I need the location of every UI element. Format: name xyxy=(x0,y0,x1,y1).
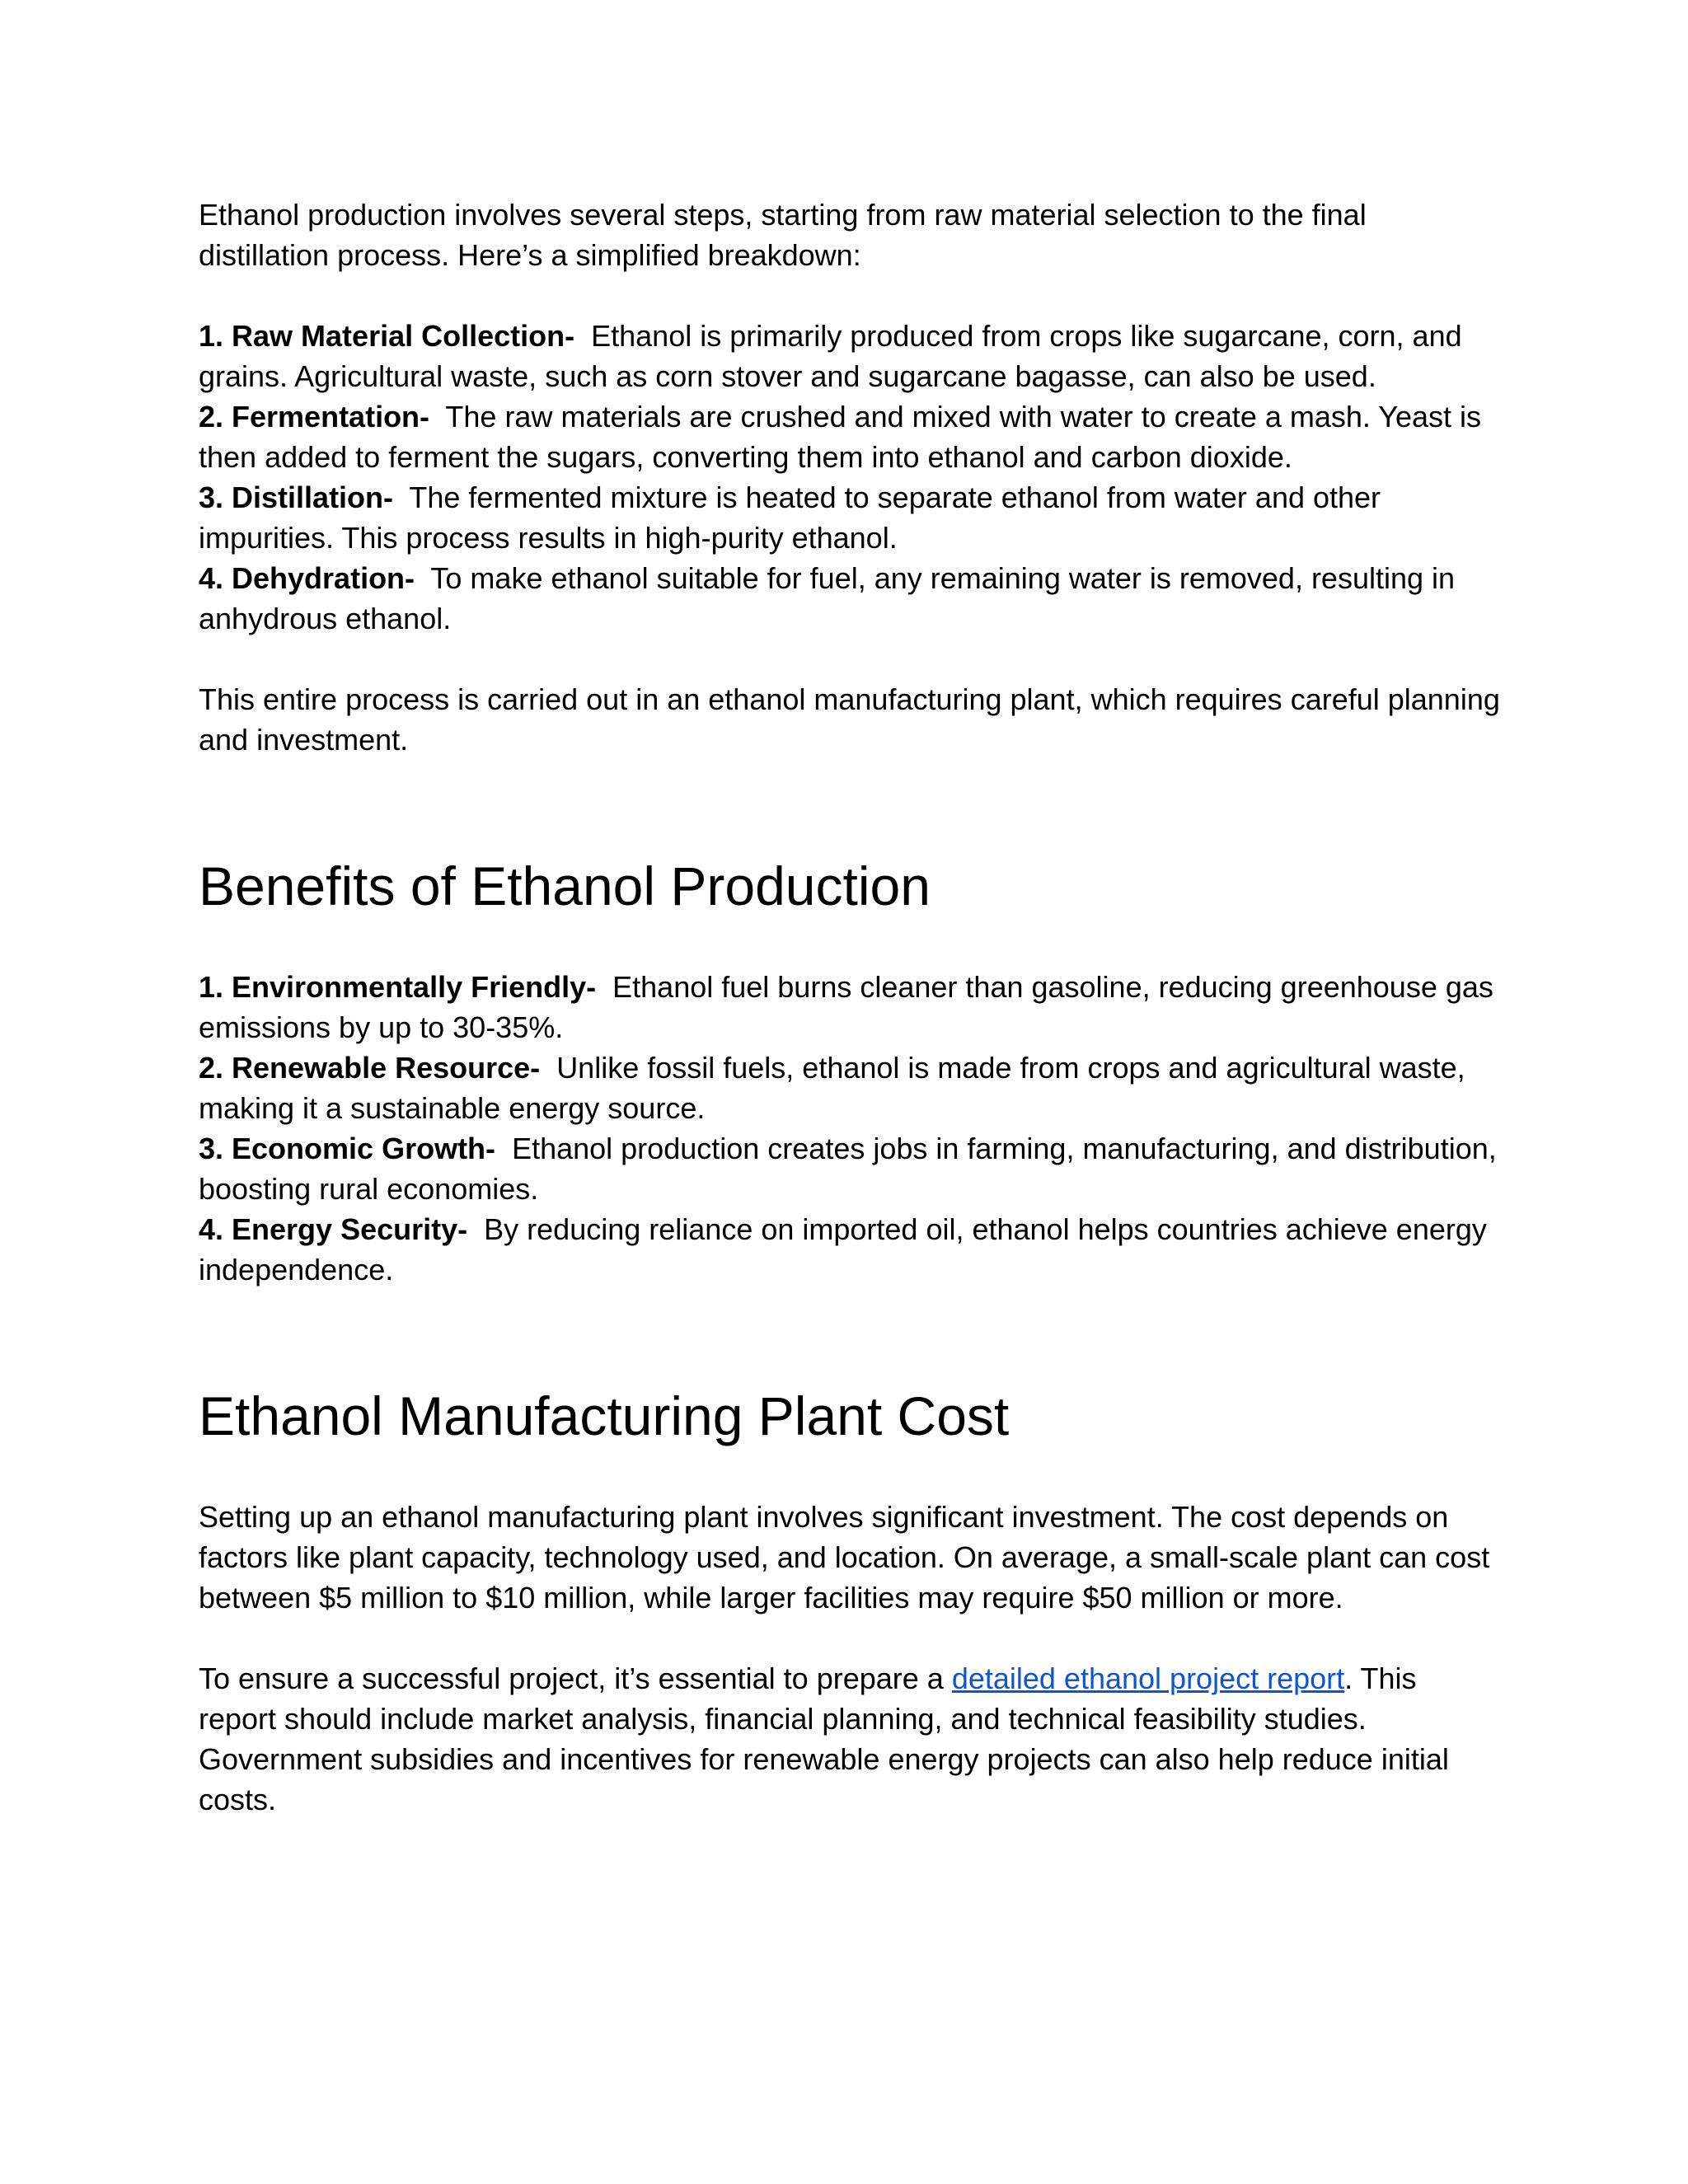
list-item-text: The fermented mixture is heated to separate ethanol from water and other impurities. This process results in high-purity ethanol. xyxy=(199,480,1381,555)
list-item xyxy=(199,558,1501,639)
process-note-paragraph: This entire process is carried out in an ethanol manufacturing plant, which requires careful planning and investment. xyxy=(199,682,1500,757)
list-item xyxy=(199,1047,1501,1128)
process-steps-list xyxy=(199,316,1501,639)
document-page xyxy=(199,194,1501,1820)
project-report-paragraph xyxy=(199,1658,1501,1820)
spacer xyxy=(199,1618,1501,1658)
list-item-text: Ethanol is primarily produced from crops like sugarcane, corn, and grains. Agricultural waste, such as corn stover and sugarcane bagasse, can also be used. xyxy=(199,319,1462,393)
spacer xyxy=(199,639,1501,679)
spacer xyxy=(199,1449,1501,1497)
benefits-list xyxy=(199,967,1501,1290)
cost-heading: Ethanol Manufacturing Plant Cost xyxy=(199,1385,1010,1446)
list-item-text: By reducing reliance on imported oil, ethanol helps countries achieve energy independence. xyxy=(199,1212,1487,1286)
list-item xyxy=(199,967,1501,1047)
list-item xyxy=(199,1209,1501,1290)
paragraph-text: . This report should include market analysis, financial planning, and technical feasibility studies. Government subsidies and incentives for renewable energy projects can also help reduce initial costs. xyxy=(199,1661,1449,1816)
list-item xyxy=(199,316,1501,396)
list-item-text: Ethanol fuel burns cleaner than gasoline, reducing greenhouse gas emissions by up to 30-35%. xyxy=(199,970,1493,1044)
list-item-lead: 1. Raw Material Collection- xyxy=(199,319,575,353)
list-item-lead: 3. Distillation- xyxy=(199,480,394,514)
spacer xyxy=(199,1290,1501,1383)
spacer xyxy=(199,275,1501,316)
list-item-lead: 4. Energy Security- xyxy=(199,1212,468,1246)
list-item-text: Unlike fossil fuels, ethanol is made from crops and agricultural waste, making it a sustainable energy source. xyxy=(199,1051,1465,1125)
list-item-lead: 3. Economic Growth- xyxy=(199,1132,496,1165)
list-item-text: Ethanol production creates jobs in farming, manufacturing, and distribution, boosting rural economies. xyxy=(199,1132,1497,1206)
intro-paragraph: Ethanol production involves several steps, starting from raw material selection to the final distillation process. Here’s a simplified breakdown: xyxy=(199,198,1367,272)
list-item-text: The raw materials are crushed and mixed with water to create a mash. Yeast is then added to ferment the sugars, converting them into ethanol and carbon dioxide. xyxy=(199,400,1481,474)
list-item xyxy=(199,396,1501,477)
paragraph-text: To ensure a successful project, it’s essential to prepare a xyxy=(199,1661,952,1695)
project-report-link[interactable]: detailed ethanol project report xyxy=(951,1661,1345,1695)
list-item xyxy=(199,1128,1501,1209)
cost-paragraph: Setting up an ethanol manufacturing plant involves significant investment. The cost depends on factors like plant capacity, technology used, and location. On average, a small-scale plant can cost between $5 million to $10 million, while larger facilities may require $50 million or more. xyxy=(199,1500,1490,1615)
benefits-heading: Benefits of Ethanol Production xyxy=(199,855,931,916)
list-item xyxy=(199,477,1501,558)
list-item-lead: 2. Renewable Resource- xyxy=(199,1051,541,1085)
list-item-text: To make ethanol suitable for fuel, any remaining water is removed, resulting in anhydrous ethanol. xyxy=(199,561,1456,635)
list-item-lead: 4. Dehydration- xyxy=(199,561,415,595)
spacer xyxy=(199,919,1501,967)
list-item-lead: 1. Environmentally Friendly- xyxy=(199,970,597,1004)
spacer xyxy=(199,760,1501,853)
list-item-lead: 2. Fermentation- xyxy=(199,400,430,434)
